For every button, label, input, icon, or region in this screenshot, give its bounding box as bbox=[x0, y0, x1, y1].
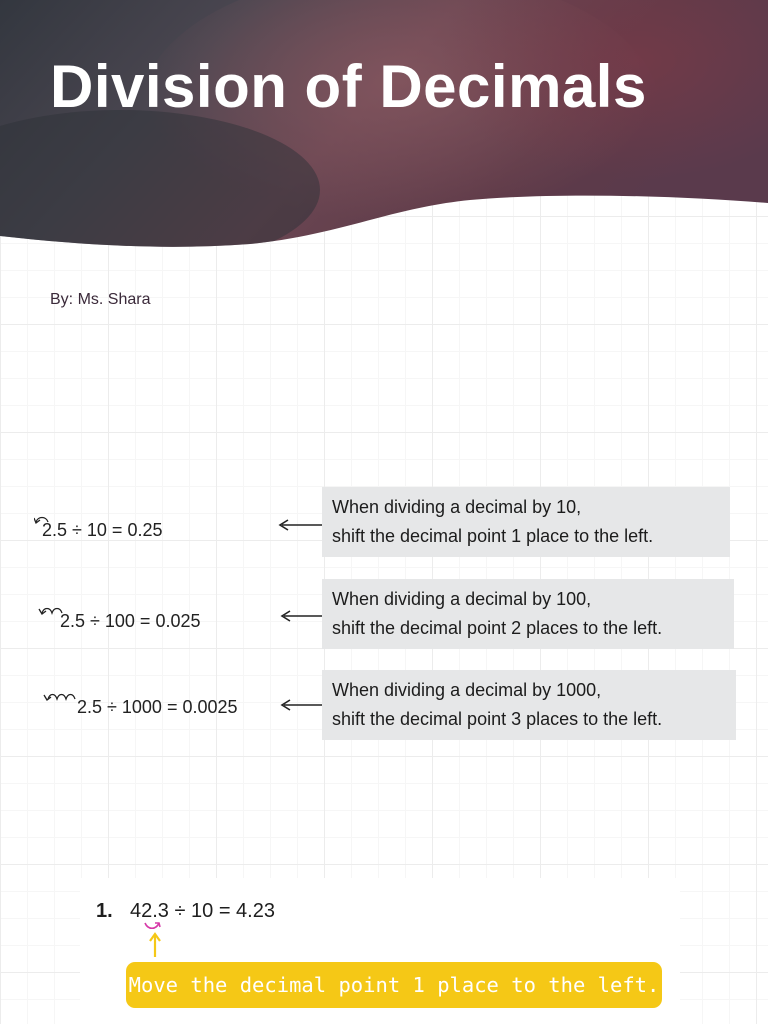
rule-equation-text: 2.5 ÷ 100 = 0.025 bbox=[60, 611, 201, 631]
worked-example bbox=[80, 878, 680, 1024]
decimal-shift-arc-icon bbox=[43, 691, 83, 705]
rule-equation bbox=[42, 520, 162, 541]
rule-equation-text: 2.5 ÷ 10 = 0.25 bbox=[42, 520, 163, 540]
left-arrow-icon bbox=[278, 518, 324, 532]
decimal-shift-arc-icon bbox=[34, 514, 54, 528]
rule-note-line: When dividing a decimal by 10, bbox=[332, 497, 582, 517]
header-banner bbox=[0, 0, 768, 250]
rule-note bbox=[322, 670, 736, 740]
header-background bbox=[0, 0, 768, 250]
rule-equation-text: 2.5 ÷ 1000 = 0.0025 bbox=[77, 697, 238, 717]
rule-note-line: shift the decimal point 2 places to the left. bbox=[332, 618, 663, 638]
rule-note bbox=[322, 487, 730, 557]
page-title: Division of Decimals bbox=[50, 53, 647, 120]
rule-equation bbox=[77, 697, 238, 718]
rule-note-line: When dividing a decimal by 1000, bbox=[332, 680, 602, 700]
up-arrow-icon bbox=[149, 932, 161, 958]
decimal-shift-arc-icon bbox=[38, 605, 68, 619]
left-arrow-icon bbox=[280, 698, 324, 712]
left-arrow-icon bbox=[280, 609, 324, 623]
tip-banner: Move the decimal point 1 place to the left. bbox=[126, 962, 662, 1008]
rule-note-line: shift the decimal point 3 places to the left. bbox=[332, 709, 663, 729]
example-equation: 42.3 ÷ 10 = 4.23 bbox=[130, 900, 275, 922]
rule-note bbox=[322, 579, 734, 649]
decimal-hop-arc-icon bbox=[142, 920, 164, 932]
rule-note-line: shift the decimal point 1 place to the left. bbox=[332, 526, 654, 546]
rule-equation bbox=[60, 611, 201, 632]
rule-note-line: When dividing a decimal by 100, bbox=[332, 589, 592, 609]
example-number: 1. bbox=[96, 900, 113, 922]
author-byline: By: Ms. Shara bbox=[50, 291, 151, 308]
